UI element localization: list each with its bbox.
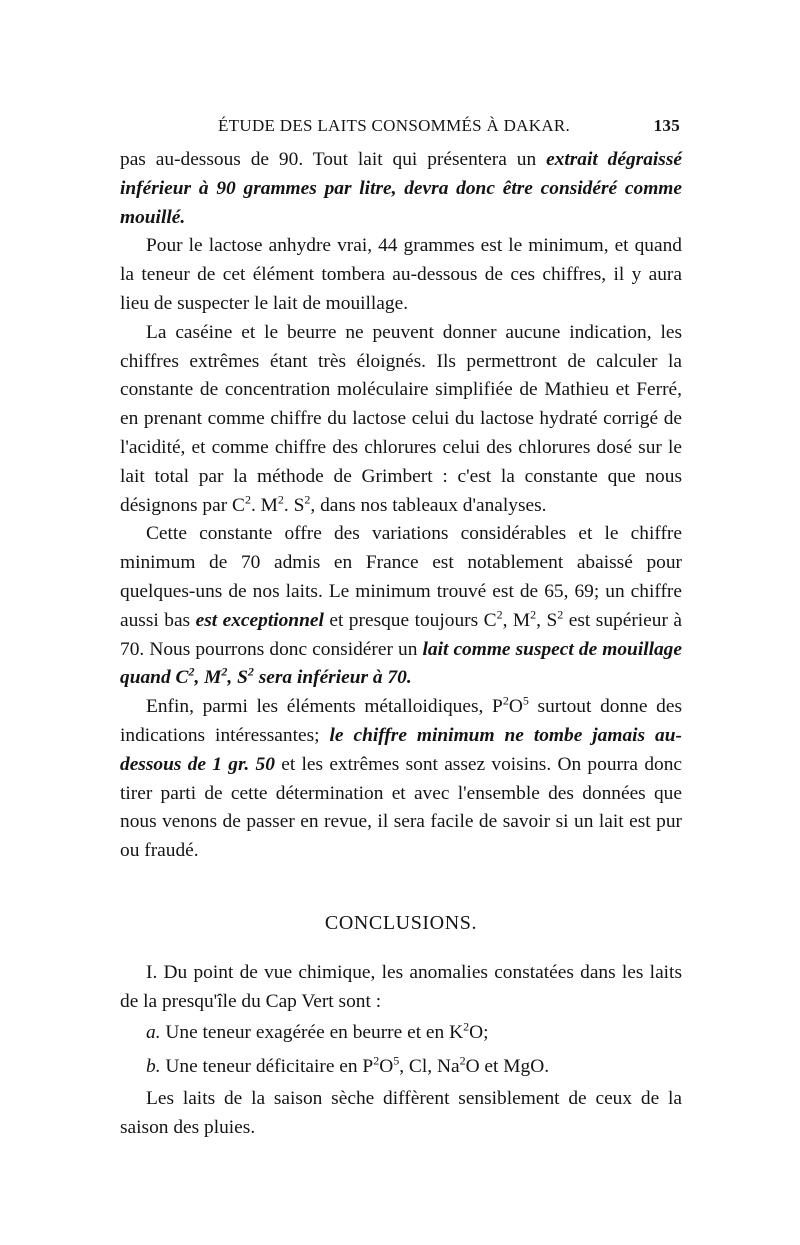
conclusion-paragraph [120,958,682,1016]
page-header [120,112,682,146]
superscript: 2 [244,492,251,507]
paragraph-text: pas au-dessous de 90. Tout lait qui présentera un [120,149,547,170]
paragraph-text: O; [469,1021,489,1043]
superscript: 2 [304,492,311,507]
paragraph-text: O [508,696,523,718]
emphasis-text: sera inférieur à 70. [253,667,412,689]
paragraph-text: Pour le lactose anhydre vrai, 44 grammes est le minimum, et quand la teneur de cet élément tombera au-dessous de ces chiffres, il y aura lieu de suspecter le lait de mouillage. [120,235,682,314]
superscript: 2 [247,664,254,679]
paragraph-2 [120,232,682,318]
paragraph-text: Les laits de la saison sèche diffèrent sensiblement de ceux de la saison des pluies. [120,1087,682,1138]
paragraph-text: et presque toujours C [323,609,497,631]
paragraph-text: O et MgO. [465,1055,550,1077]
paragraph-text: , Cl, Na [399,1055,460,1077]
superscript: 2 [188,664,195,679]
emphasis-text: est exceptionnel [195,609,324,631]
paragraph-text: , M [502,609,531,631]
superscript: 2 [502,693,509,708]
emphasis-text: le chiffre minimum ne tombe jamais au-dessous de 1 gr. 50 [120,724,682,775]
paragraph-text: O [379,1055,394,1077]
paragraph-text: I. Du point de vue chimique, les anomalies constatées dans les laits de la presqu'île du Cap Vert sont : [120,961,682,1012]
emphasis-text: extrait dégraissé inférieur à 90 grammes par litre, devra donc être considéré comme mouillé. [120,149,682,228]
paragraph-text: Enfin, parmi les éléments métalloidiques, P [146,696,503,718]
superscript: 2 [557,607,564,622]
body-text [120,146,682,1142]
emphasis-text: , S [227,667,248,689]
paragraph-text: Cette constante offre des variations considérables et le chiffre minimum de 70 admis en France est notablement abaissé pour quelques-uns de nos laits. Le minimum trouvé est de 65, 69; un chiffre aussi bas [120,523,682,631]
conclusions-section [120,958,682,1142]
paragraph-text: , S [536,609,558,631]
paragraph-text: . S [283,494,305,516]
superscript: 2 [459,1053,466,1068]
superscript: 2 [277,492,284,507]
superscript: 2 [496,607,503,622]
conclusion-paragraph [120,1084,682,1142]
emphasis-text: lait comme suspect de mouillage quand C [120,638,682,689]
item-letter: a. [146,1021,161,1043]
running-title: ÉTUDE DES LAITS CONSOMMÉS À DAKAR. [218,116,571,135]
paragraph-text: et les extrêmes sont assez voisins. On pourra donc tirer parti de cette détermination et avec l'ensemble des données que nous venons de passer en revue, il sera facile de savoir si un lait est pur ou fraudé. [120,753,683,862]
book-page [120,112,682,1142]
superscript: 2 [530,607,537,622]
paragraph-text: La caséine et le beurre ne peuvent donner aucune indication, les chiffres extrêmes étant très éloignés. Ils permettront de calculer la constante de concentration moléculaire simplifiée de Mathieu et Ferré, en prenant comme chiffre du lactose celui du lactose hydraté corrigé de l'acidité, et comme chiffre des chlorures celui des chlorures dosé sur le lait total par la méthode de Grimbert : c'est la constante que nous désignons par C [120,321,682,516]
item-letter: b. [146,1055,161,1077]
superscript: 5 [522,693,529,708]
paragraph-1 [120,146,682,232]
paragraph-text: . M [250,494,278,516]
paragraph-5 [120,693,682,866]
paragraph-text: Une teneur déficitaire en P [160,1055,374,1077]
conclusion-item-b [120,1050,682,1084]
paragraph-3 [120,319,682,521]
section-title: CONCLUSIONS. [324,911,478,934]
paragraph-text: Une teneur exagérée en beurre et en K [160,1021,464,1043]
superscript: 5 [393,1053,400,1068]
page-number: 135 [653,116,680,135]
conclusion-item-a [120,1016,682,1050]
paragraph-text: est supérieur à 70. Nous pourrons donc considérer un [120,609,683,660]
paragraph-text: surtout donne des indications intéressantes; [120,696,682,746]
superscript: 2 [463,1019,470,1034]
paragraph-4 [120,520,682,693]
paragraph-text: , dans nos tableaux d'analyses. [310,494,547,516]
superscript: 2 [221,664,228,679]
superscript: 2 [373,1053,380,1068]
emphasis-text: , M [194,667,222,689]
